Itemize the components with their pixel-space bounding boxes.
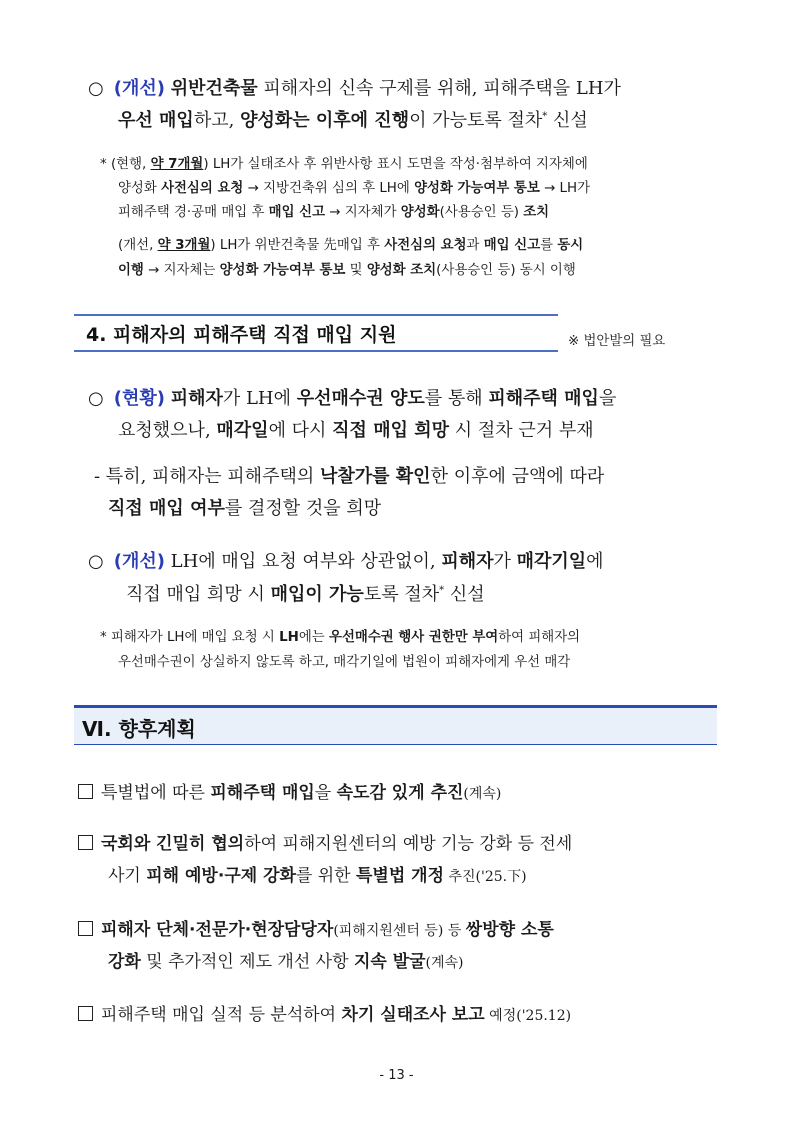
- text: 과: [466, 238, 484, 253]
- text: 를 위한: [295, 866, 356, 886]
- text: 에는: [298, 630, 330, 645]
- note-buyer-line-2: [118, 651, 570, 670]
- status-line-1: [88, 384, 616, 410]
- text: (사용승인 등) 동시 이행: [436, 263, 576, 278]
- text: 및: [345, 263, 367, 278]
- text: LH에 매입 요청 여부와 상관없이,: [164, 551, 442, 572]
- text-bold: 양성화 가능여부 통보: [414, 181, 540, 196]
- text: 이 가능토록 절차: [409, 110, 543, 131]
- note-buyer-line-1: [100, 626, 580, 645]
- improve-line-2: [118, 106, 588, 132]
- text: → LH가: [539, 181, 591, 196]
- circle-bullet: ○: [88, 551, 104, 572]
- text-bold: 피해자: [441, 551, 494, 572]
- text: 를 통해: [424, 388, 489, 409]
- text: 특별법에 따른: [101, 783, 211, 803]
- plan-item-3-line-1: [78, 915, 554, 940]
- text: 추진('25.下): [444, 869, 527, 885]
- checkbox-square-icon: [78, 784, 93, 799]
- text-bold: 동시: [557, 238, 584, 253]
- text: 가 LH에: [222, 388, 297, 409]
- status-line-4: [108, 494, 381, 520]
- text-bold: 이행: [118, 263, 144, 278]
- text-bold: 우선 매입: [118, 110, 194, 131]
- text: 신설: [444, 584, 485, 605]
- text: ) LH가 실태조사 후 위반사항 표시 도면을 작성·첨부하여 지자체에: [203, 157, 588, 172]
- text-bold: 사전심의 요청: [161, 181, 244, 196]
- text: 하여 피해자의: [498, 630, 581, 645]
- page-number: - 13 -: [379, 1068, 414, 1083]
- text: 에: [586, 551, 604, 572]
- improve2-line-2: [126, 580, 485, 606]
- text-bold: 속도감 있게 추진: [336, 783, 464, 803]
- text-bold: 피해 예방·구제 강화: [146, 866, 296, 886]
- checkbox-square-icon: [78, 835, 93, 850]
- checkbox-square-icon: [78, 921, 93, 936]
- text-bold: 쌍방향 소통: [465, 920, 554, 940]
- tag-improve: (개선): [113, 78, 165, 99]
- text: 시 절차 근거 부재: [449, 420, 594, 441]
- section-4-note: ※ 법안발의 필요: [568, 334, 666, 349]
- text-bold: 양성화 가능여부 통보: [219, 263, 346, 278]
- text: 을: [598, 388, 617, 409]
- note-current-line-2: [118, 177, 590, 196]
- text-bold: 양성화 조치: [366, 263, 437, 278]
- text-bold: 매각일: [216, 420, 269, 441]
- footnote-mark: *: [542, 111, 548, 122]
- text: 하여 피해지원센터의 예방 기능 강화 등 전세: [244, 834, 573, 854]
- text: → 지자체가: [325, 205, 401, 220]
- plan-item-2-line-1: [78, 829, 572, 854]
- text: 피해자의 신속 구제를 위해, 피해주택을 LH가: [257, 78, 621, 99]
- text: 양성화: [118, 181, 162, 196]
- circle-bullet: ○: [88, 78, 104, 99]
- text-bold: 매각기일: [516, 551, 587, 572]
- text-bold: LH: [279, 630, 299, 645]
- text-bold: 국회와 긴밀히 협의: [101, 834, 245, 854]
- text: 하고,: [193, 110, 241, 131]
- text: ) LH가 위반건축물 先매입 후: [210, 238, 385, 253]
- improve-line-1: [88, 74, 621, 100]
- text-bold: 피해자: [170, 388, 223, 409]
- text-bold: 약 3개월: [157, 238, 211, 253]
- text: 및 추가적인 제도 개선 사항: [140, 952, 354, 972]
- tag-status: (현황): [113, 388, 165, 409]
- text: 한 이후에 금액에 따라: [430, 466, 605, 487]
- text: * 피해자가 LH에 매입 요청 시: [100, 630, 280, 645]
- text-bold: 우선매수권 양도: [296, 388, 425, 409]
- status-line-2: [118, 416, 594, 442]
- text: → 지방건축위 심의 후 LH에: [243, 181, 415, 196]
- text: 을: [314, 783, 337, 803]
- text-bold: 약 7개월: [150, 157, 204, 172]
- plan-item-2-line-2: [108, 861, 527, 886]
- text: 직접 매입 희망 시: [126, 584, 271, 605]
- plan-item-4: [78, 1000, 571, 1025]
- plan-item-3-line-2: [108, 947, 464, 972]
- text: 예정('25.12): [484, 1008, 572, 1024]
- text: (계속): [463, 786, 502, 802]
- text-bold: 차기 실태조사 보고: [341, 1005, 485, 1025]
- section-6-title: Ⅵ. 향후계획: [82, 717, 196, 741]
- text: - 특히, 피해자는 피해주택의: [94, 466, 320, 487]
- text-bold: 지속 발굴: [353, 952, 426, 972]
- text-bold: 매입 신고: [268, 205, 326, 220]
- text-bold: 낙찰가를 확인: [319, 466, 431, 487]
- status-line-3: [94, 462, 604, 488]
- text: (피해지원센터 등) 등: [333, 923, 466, 939]
- text-bold: 조치: [523, 205, 550, 220]
- section-4-title: 4. 피해자의 피해주택 직접 매입 지원: [86, 324, 397, 346]
- note-improve-line-1: [118, 234, 583, 253]
- text: 토록 절차: [363, 584, 440, 605]
- text-bold: 양성화: [400, 205, 440, 220]
- text-bold: 특별법 개정: [356, 866, 445, 886]
- text: 를: [540, 238, 558, 253]
- text: 가: [493, 551, 517, 572]
- text-bold: 직접 매입 희망: [332, 420, 450, 441]
- text: (사용승인 등): [439, 205, 524, 220]
- text-bold: 피해자 단체·전문가·현장담당자: [101, 920, 334, 940]
- text: (개선,: [118, 238, 158, 253]
- text: 피해주택 매입 실적 등 분석하여: [101, 1005, 342, 1025]
- text-bold: 매입이 가능: [270, 584, 364, 605]
- text-bold: 위반건축물: [170, 78, 258, 99]
- text: (계속): [425, 955, 464, 971]
- text-bold: 직접 매입 여부: [108, 498, 225, 519]
- checkbox-square-icon: [78, 1006, 93, 1021]
- text-bold: 양성화는 이후에 진행: [240, 110, 410, 131]
- text: 요청했으나,: [118, 420, 217, 441]
- text-bold: 우선매수권 행사 권한만 부여: [329, 630, 499, 645]
- text-bold: 강화: [108, 952, 141, 972]
- section-4-header: [74, 314, 558, 352]
- text: 피해주택 경·공매 매입 후: [118, 205, 269, 220]
- note-current-line-3: [118, 201, 549, 220]
- text: 에 다시: [268, 420, 333, 441]
- text-bold: 사전심의 요청: [384, 238, 467, 253]
- improve2-line-1: [88, 547, 604, 573]
- footnote-mark: *: [439, 585, 445, 596]
- text: 를 결정할 것을 희망: [224, 498, 382, 519]
- note-improve-line-2: [118, 259, 576, 278]
- text-bold: 피해주택 매입: [210, 783, 315, 803]
- section-6-header: [74, 705, 717, 745]
- text: 우선매수권이 상실하지 않도록 하고, 매각기일에 법원이 피해자에게 우선 매각: [118, 655, 571, 670]
- plan-item-1: [78, 778, 501, 803]
- text-bold: 피해주택 매입: [488, 388, 599, 409]
- text: 사기: [108, 866, 147, 886]
- note-current-line-1: [100, 153, 588, 172]
- text: 신설: [547, 110, 588, 131]
- tag-improve: (개선): [113, 551, 165, 572]
- text: * (현행,: [100, 157, 151, 172]
- circle-bullet: ○: [88, 388, 104, 409]
- text: → 지자체는: [143, 263, 220, 278]
- text-bold: 매입 신고: [483, 238, 541, 253]
